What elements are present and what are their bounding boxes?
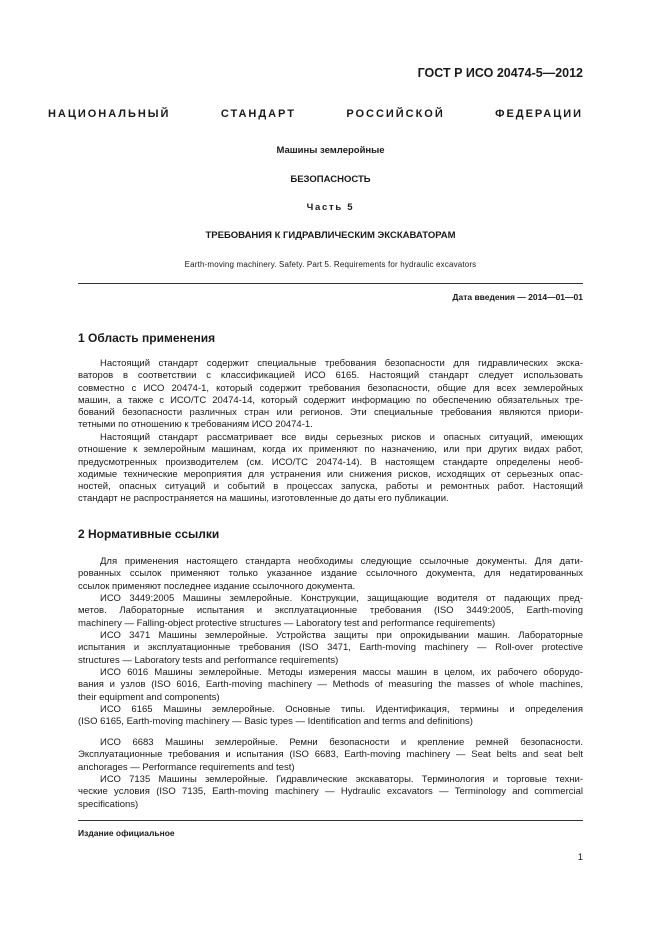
text-line: совместно с ИСО 20474-1, который содержит требования безопасности, общие для всех землеройных xyxy=(78,382,583,394)
text-line: машин, а также с ИСО/ТС 20474-14, который содержит информацию по обеспечению обязательных тре- xyxy=(78,394,583,406)
section-1-paragraph-1 xyxy=(78,358,583,432)
text-line: specifications) xyxy=(78,798,139,810)
title-line-4: ТРЕБОВАНИЯ К ГИДРАВЛИЧЕСКИМ ЭКСКАВАТОРАМ xyxy=(205,230,456,241)
reference-iso-3449 xyxy=(78,593,583,630)
section-2-paragraph-1 xyxy=(78,556,583,593)
reference-iso-6165 xyxy=(78,704,583,729)
text-line: отношение к землеройным машинам, когда их применяют по назначению, или при других видах работ, xyxy=(78,444,583,456)
text-line: (ISO 6165, Earth-moving machinery — Basic types — Identification and terms and definitions) xyxy=(78,716,473,728)
text-line: ИСО 7135 Машины землеройные. Гидравлические экскаваторы. Терминология и торговые техни- xyxy=(100,774,583,785)
title-line-2: БЕЗОПАСНОСТЬ xyxy=(290,174,371,185)
reference-iso-3471 xyxy=(78,630,583,667)
footer-divider xyxy=(78,820,583,821)
english-title: Earth-moving machinery. Safety. Part 5. Requirements for hydraulic excavators xyxy=(184,260,477,269)
text-line: machinery — Falling-object protective structures — Laboratory test and performance requirements) xyxy=(78,617,496,629)
text-line: вания и узлов (ISO 6016, Earth-moving machinery — Methods of measuring the masses of whole machines, xyxy=(78,679,583,691)
text-line: стандарт не распространяется на машины, изготовленные до даты его публикации. xyxy=(78,493,449,505)
text-line: their equipment and components) xyxy=(78,691,220,703)
section-1-paragraph-2 xyxy=(78,432,583,506)
text-line: ИСО 6165 Машины землеройные. Основные типы. Идентификация, термины и определения xyxy=(100,704,583,715)
text-line: рованных ссылок применяют только указанное издание ссылочного документа, для недатированных xyxy=(78,568,583,580)
text-line: Настоящий стандарт рассматривает все виды серьезных рисков и опасных ситуаций, имеющих xyxy=(100,432,583,443)
section-2-heading: 2 Нормативные ссылки xyxy=(78,527,220,541)
text-line: ческие условия (ISO 7135, Earth-moving machinery — Hydraulic excavators — Terminology and commercial xyxy=(78,786,583,798)
reference-iso-7135 xyxy=(78,774,583,811)
text-line: ИСО 6016 Машины землеройные. Методы измерения массы машин в целом, их рабочего оборудо- xyxy=(100,667,583,678)
text-line: ссылок применяют последнее издание ссылочного документа. xyxy=(78,580,356,592)
section-1-heading: 1 Область применения xyxy=(78,331,216,345)
text-line: метов. Лабораторные испытания и эксплуатационные требования (ISO 3449:2005, Earth-moving xyxy=(78,605,583,617)
text-line: Для применения настоящего стандарта необходимы следующие ссылочные документы. Для дати- xyxy=(100,556,583,567)
text-line: anchorages — Performance requirements and test) xyxy=(78,761,295,773)
text-line: бований безопасности различных стран или регионов. Эти специальные требования являются приори- xyxy=(78,407,583,419)
standard-type-heading: НАЦИОНАЛЬНЫЙ СТАНДАРТ РОССИЙСКОЙ ФЕДЕРАЦИИ xyxy=(48,108,583,120)
text-line: ИСО 6683 Машины землеройные. Ремни безопасности и крепление ремней безопасности. xyxy=(100,737,583,748)
text-line: тетными по отношению к требованиям ИСО 20474-1. xyxy=(78,419,313,431)
reference-iso-6683 xyxy=(78,737,583,774)
text-line: ИСО 3471 Машины землеройные. Устройства защиты при опрокидывании машин. Лабораторные xyxy=(100,630,583,641)
text-line: испытания и эксплуатационные требования (ISO 3471, Earth-moving machinery — Roll-over protective xyxy=(78,642,583,654)
introduction-date: Дата введения — 2014—01—01 xyxy=(452,292,583,302)
text-line: Настоящий стандарт содержит специальные требования безопасности для гидравлических экска- xyxy=(100,358,583,369)
title-line-1: Машины землеройные xyxy=(276,145,385,156)
text-line: ИСО 3449:2005 Машины землеройные. Конструкции, защищающие водителя от падающих пред- xyxy=(100,593,583,604)
edition-label: Издание официальное xyxy=(78,828,175,838)
text-line: ходимые технические мероприятия для устранения или снижения рисков, исходящих от серьезных опас- xyxy=(78,468,583,480)
text-line: structures — Laboratory tests and performance requirements) xyxy=(78,654,339,666)
text-line: Эксплуатационные требования и испытания (ISO 6683, Earth-moving machinery — Seat belts and seat belt xyxy=(78,749,583,761)
title-divider xyxy=(78,283,583,284)
text-line: предусмотренных производителем (см. ИСО/ТС 20474-14). В настоящем стандарте определены необ- xyxy=(78,456,583,468)
title-part: Часть 5 xyxy=(306,202,355,213)
document-number: ГОСТ Р ИСО 20474-5—2012 xyxy=(417,66,583,80)
text-line: ностей, опасных ситуаций и событий в процессах запуска, работы и ремонтных работ. Настоящий xyxy=(78,481,583,493)
page-number: 1 xyxy=(577,852,583,863)
reference-iso-6016 xyxy=(78,667,583,704)
text-line: ваторов в соответствии с классификацией ИСО 6165. Настоящий стандарт следует использовать xyxy=(78,370,583,382)
